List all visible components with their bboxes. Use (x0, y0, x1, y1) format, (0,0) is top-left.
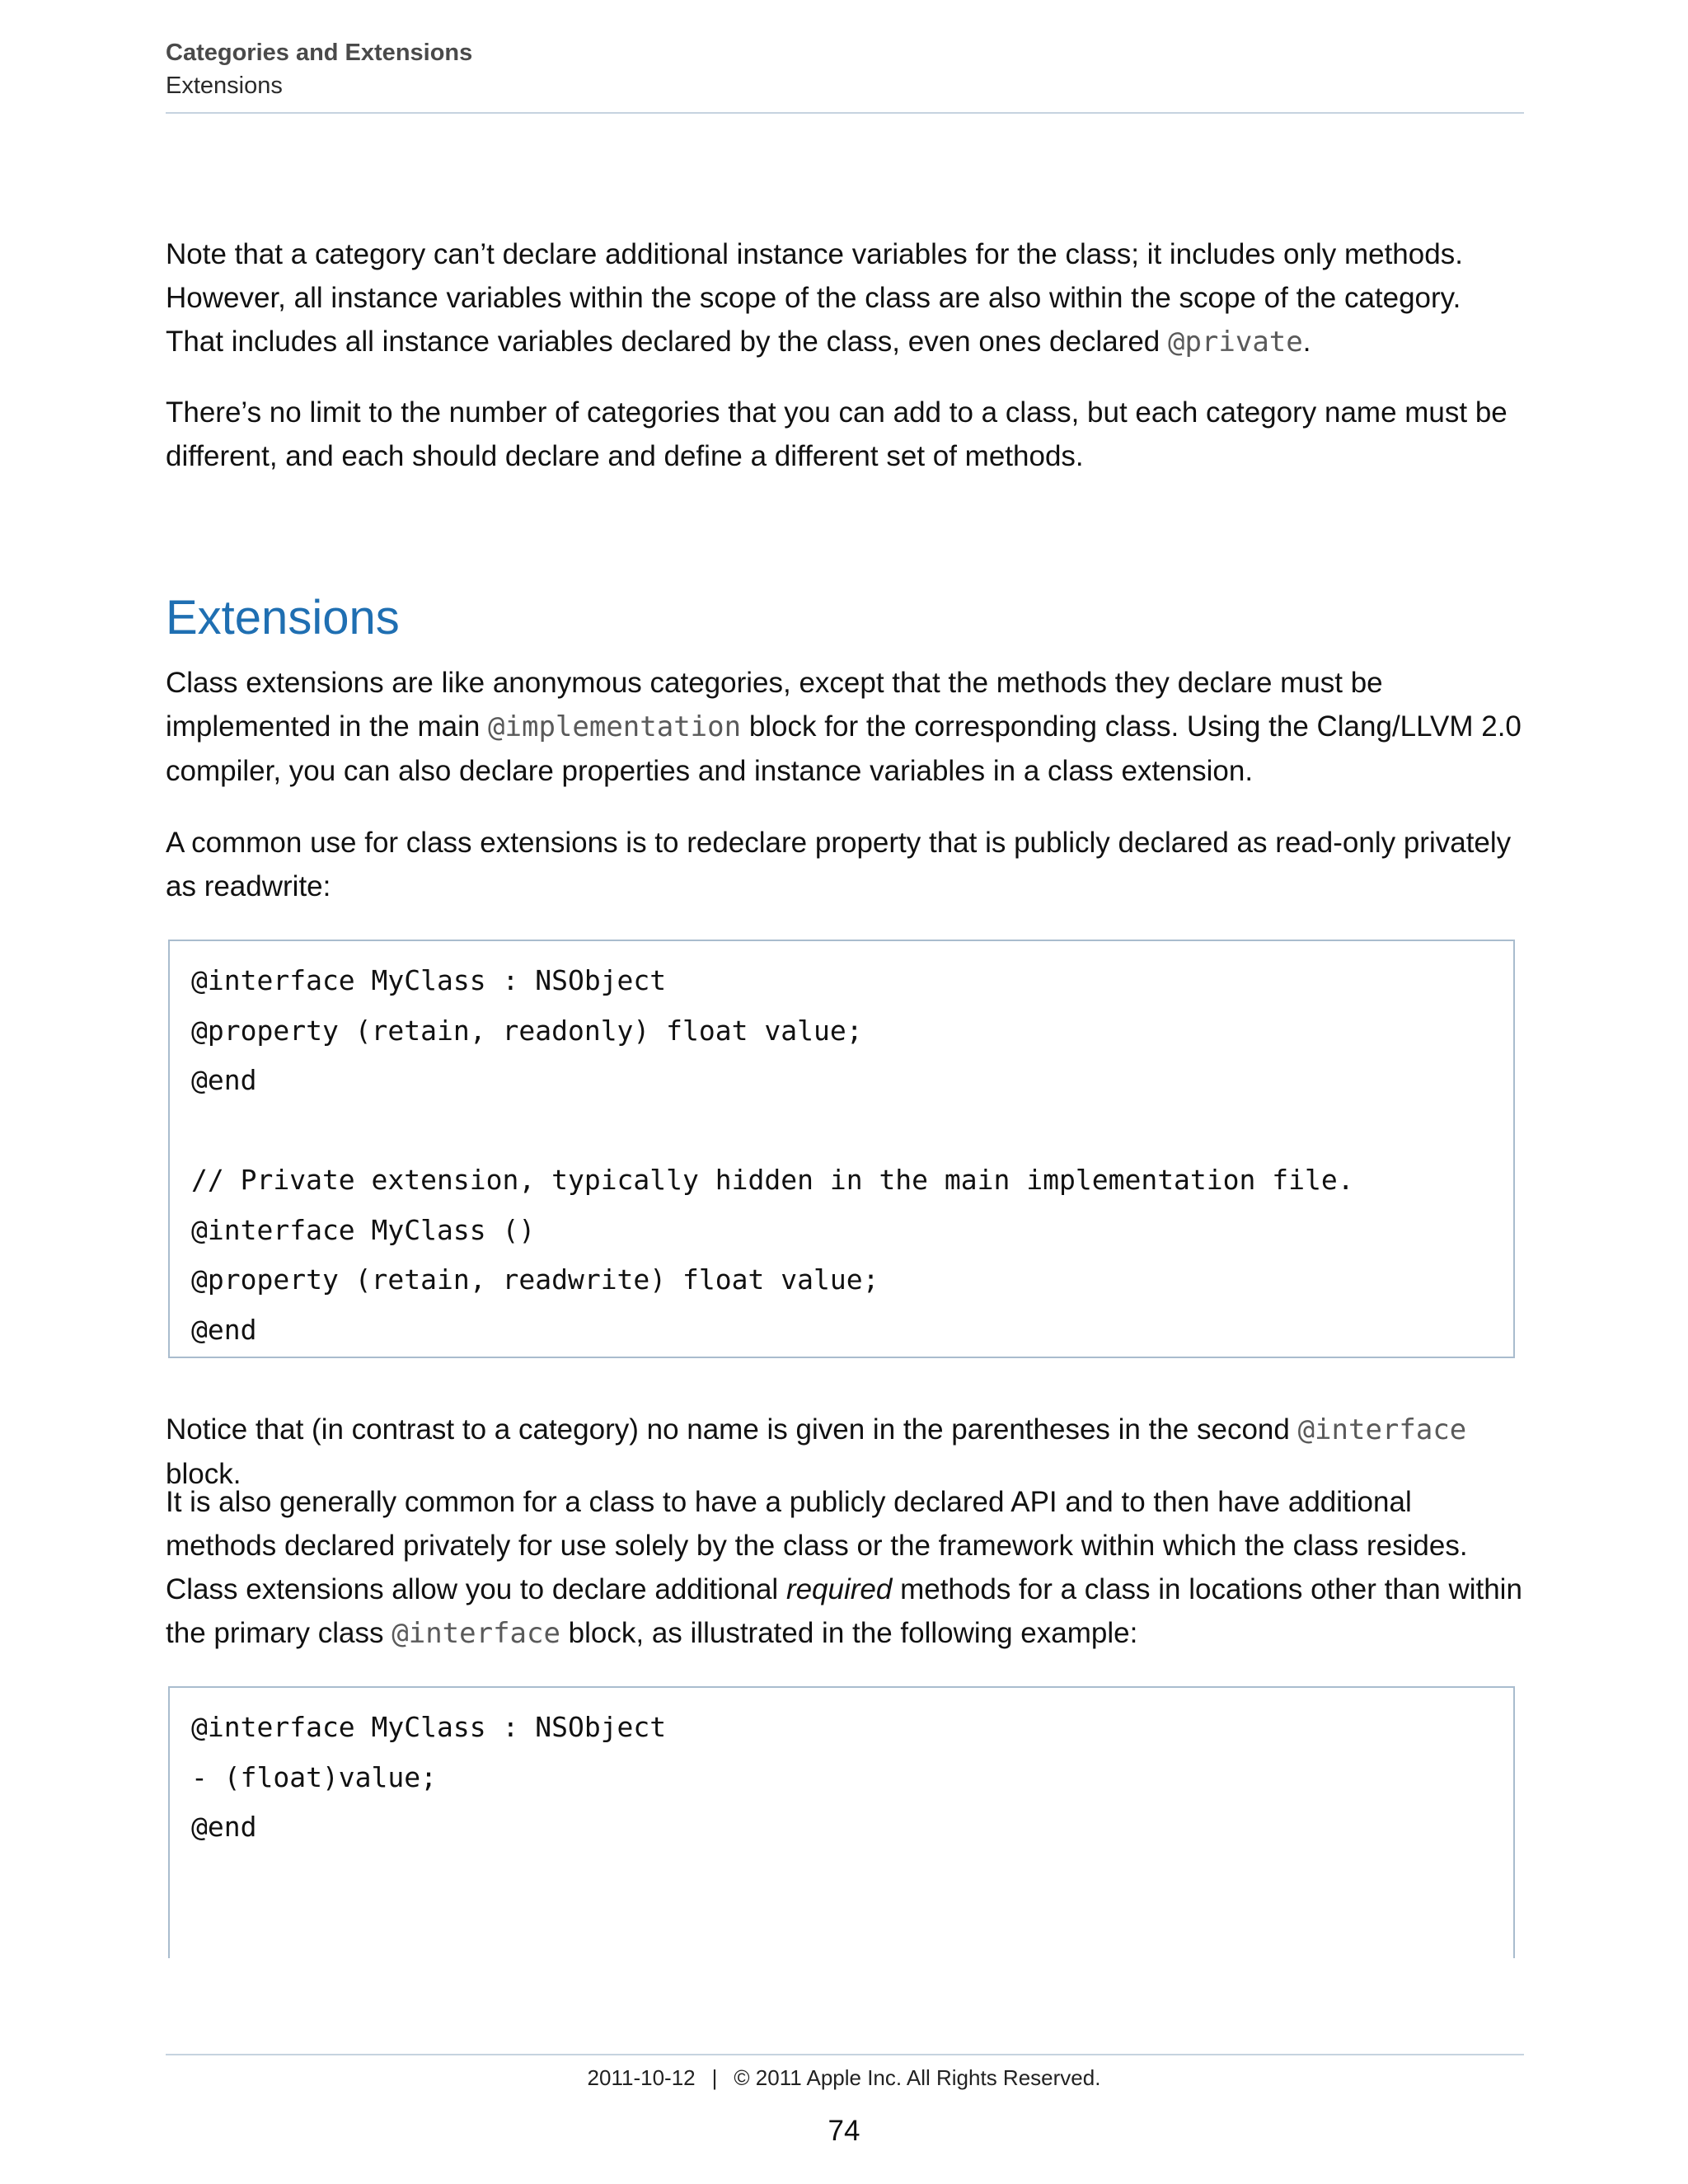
code-line: @interface MyClass : NSObject (191, 964, 667, 996)
header-chapter-title: Categories and Extensions (166, 40, 473, 66)
page-footer (0, 2065, 1688, 2091)
paragraph-text: A common use for class extensions is to redeclare property that is publicly declared as read-only privately as readwrite: (166, 827, 1512, 902)
paragraph-category-limit (166, 391, 1524, 478)
inline-code-interface: @interface (392, 1617, 560, 1650)
footer-separator: | (711, 2065, 718, 2090)
code-line: @end (191, 1811, 257, 1843)
paragraph-text: block for the corresponding class. Using the Clang/LLVM 2.0 compiler, you can also declare properties and instance variables in a class extension. (166, 710, 1522, 787)
code-line: // Private extension, typically hidden in the main implementation file. (191, 1164, 1354, 1196)
inline-code-implementation: @implementation (488, 710, 742, 743)
inline-code-private: @private (1167, 326, 1303, 359)
code-block-readwrite-example (168, 940, 1515, 1358)
footer-date: 2011-10-12 (587, 2065, 696, 2090)
paragraph-extensions-intro (166, 661, 1524, 793)
paragraph-text: block, as illustrated in the following example: (560, 1617, 1138, 1649)
code-line: @end (191, 1064, 257, 1096)
paragraph-text: Note that a category can’t declare additional instance variables for the class; it includes only methods. However, all instance variables within the scope of the class are also within the scope of the category. That includes all instance variables declared by the class, even ones declared (166, 238, 1463, 358)
code-line: - (float)value; (191, 1760, 438, 1793)
paragraph-private-methods (166, 1480, 1524, 1656)
code-line (191, 1106, 1513, 1156)
emphasis-required: required (785, 1573, 893, 1605)
paragraph-text: . (1302, 326, 1311, 358)
page-number: 74 (828, 2115, 860, 2147)
paragraph-text: methods for a class in locations other than within the primary class (166, 1573, 1522, 1649)
paragraph-common-use (166, 821, 1524, 908)
paragraph-text: block. (166, 1458, 241, 1490)
paragraph-text: It is also generally common for a class to have a publicly declared API and to then have additional methods declared privately for use solely by the class or the framework within which the class resides. Class extensions allow you to declare additional (166, 1486, 1468, 1605)
code-block-method-example (168, 1686, 1515, 1958)
code-line: @interface MyClass () (191, 1213, 536, 1246)
paragraph-text: There’s no limit to the number of categories that you can add to a class, but each category name must be different, and each should declare and define a different set of methods. (166, 396, 1507, 472)
footer-divider (166, 2054, 1524, 2055)
section-title: Extensions (166, 591, 400, 644)
code-line: @end (191, 1313, 257, 1346)
footer-copyright: © 2011 Apple Inc. All Rights Reserved. (734, 2065, 1101, 2090)
inline-code-interface: @interface (1297, 1413, 1467, 1446)
code-line: @interface MyClass : NSObject (191, 1711, 667, 1743)
paragraph-text: Notice that (in contrast to a category) no name is given in the parentheses in the second (166, 1413, 1298, 1446)
code-line: @property (retain, readonly) float value; (191, 1014, 863, 1047)
page-header (166, 36, 1524, 114)
code-line: @property (retain, readwrite) float value; (191, 1263, 879, 1296)
paragraph-text: Class extensions are like anonymous categories, except that the methods they declare must be implemented in the main (166, 667, 1383, 743)
paragraph-category-ivars (166, 232, 1524, 364)
header-section-title: Extensions (166, 73, 283, 99)
